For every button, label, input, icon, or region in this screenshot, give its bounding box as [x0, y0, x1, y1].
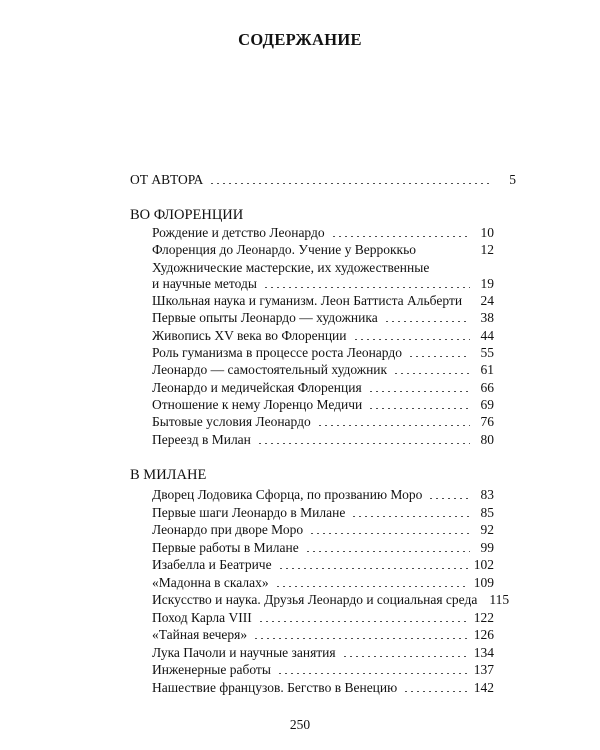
- toc-entry-page: 109: [473, 575, 494, 590]
- toc-entry-label: Живопись XV века во Флоренции: [152, 328, 347, 343]
- toc-entry-page: 38: [480, 310, 494, 325]
- toc-entry-preface[interactable]: [130, 172, 516, 188]
- toc-entry-label: Роль гуманизма в процессе роста Леонардо: [152, 345, 402, 360]
- toc-entry-label: Отношение к нему Лоренцо Медичи: [152, 397, 363, 412]
- toc-entry[interactable]: [152, 328, 494, 344]
- toc-entry-label: Нашествие французов. Бегство в Венецию: [152, 680, 398, 695]
- toc-entry-label: Бытовые условия Леонардо: [152, 414, 311, 429]
- toc-leader-dots: [305, 551, 470, 552]
- toc-entry-page: 83: [480, 487, 494, 502]
- toc-entry[interactable]: [152, 627, 494, 643]
- section-heading-florence: ВО ФЛОРЕНЦИИ: [130, 207, 244, 223]
- toc-entry[interactable]: [152, 225, 494, 241]
- toc-leader-dots: [309, 533, 470, 534]
- toc-entry-label: Первые работы в Милане: [152, 540, 299, 555]
- toc-entry-label: Дворец Лодовика Сфорца, по прозванию Моро: [152, 487, 423, 502]
- toc-entry-page: 99: [480, 540, 494, 555]
- toc-entry-label: Изабелла и Беатриче: [152, 557, 272, 572]
- page-title: СОДЕРЖАНИЕ: [238, 30, 362, 49]
- toc-entry-label: и научные методы: [152, 276, 257, 291]
- toc-leader-dots: [428, 498, 470, 499]
- toc-entry[interactable]: [152, 662, 494, 678]
- toc-entry[interactable]: [152, 310, 494, 326]
- toc-entry-label: Поход Карла VIII: [152, 610, 252, 625]
- toc-entry-label: Первые опыты Леонардо — художника: [152, 310, 378, 325]
- toc-entry-label: Рождение и детство Леонардо: [152, 225, 325, 240]
- toc-entry-page: 5: [509, 172, 516, 187]
- toc-leader-dots: [393, 373, 470, 374]
- toc-entry-page: 76: [480, 414, 494, 429]
- toc-entry[interactable]: [152, 242, 494, 258]
- toc-entry-page: 102: [473, 557, 494, 572]
- toc-entry[interactable]: [152, 345, 494, 361]
- toc-leader-dots: [275, 586, 468, 587]
- toc-entry-label: Леонардо и медичейская Флоренция: [152, 380, 362, 395]
- toc-leader-dots: [342, 656, 468, 657]
- toc-entry-page: 10: [480, 225, 494, 240]
- toc-entry[interactable]: [152, 505, 494, 521]
- toc-entry-page: 142: [473, 680, 494, 695]
- toc-entry-page: 66: [480, 380, 494, 395]
- toc-entry-page: 115: [489, 592, 510, 607]
- toc-leader-dots: [384, 321, 470, 322]
- toc-entry-page: 24: [480, 293, 494, 308]
- toc-leader-dots: [368, 408, 470, 409]
- toc-entry[interactable]: [152, 645, 494, 661]
- toc-leader-dots: [278, 568, 468, 569]
- toc-entry-label: Леонардо при дворе Моро: [152, 522, 304, 537]
- toc-leader-dots: [353, 339, 471, 340]
- toc-leader-dots: [253, 638, 468, 639]
- toc-entry-page: 92: [480, 522, 494, 537]
- toc-entry[interactable]: [152, 540, 494, 556]
- toc-leader-dots: [331, 236, 470, 237]
- toc-entry-page: 55: [480, 345, 494, 360]
- toc-leader-dots: [351, 516, 470, 517]
- toc-entry-label: Переезд в Милан: [152, 432, 251, 447]
- toc-entry-page: 69: [480, 397, 494, 412]
- toc-leader-dots: [277, 673, 468, 674]
- toc-entry-label: «Тайная вечеря»: [152, 627, 248, 642]
- toc-entry[interactable]: [152, 432, 494, 448]
- toc-leader-dots: [263, 287, 470, 288]
- toc-entry-page: 44: [480, 328, 494, 343]
- toc-entry[interactable]: [152, 380, 494, 396]
- toc-entry-page: 80: [480, 432, 494, 447]
- toc-entry-page: 134: [473, 645, 494, 660]
- toc-entry-label: ОТ АВТОРА: [130, 172, 204, 187]
- toc-entry-page: 12: [480, 242, 494, 257]
- toc-leader-dots: [258, 621, 468, 622]
- toc-entry-label: Леонардо — самостоятельный художник: [152, 362, 388, 377]
- toc-entry[interactable]: [152, 276, 494, 292]
- toc-entry-label: «Мадонна в скалах»: [152, 575, 269, 590]
- toc-entry-label: Первые шаги Леонардо в Милане: [152, 505, 346, 520]
- toc-entry[interactable]: [152, 557, 494, 573]
- toc-leader-dots: [403, 691, 468, 692]
- toc-entry-label: Флоренция до Леонардо. Учение у Верроккьо: [152, 242, 416, 257]
- toc-entry[interactable]: [152, 293, 494, 309]
- toc-entry-label-line1: Художнические мастерские, их художественные: [152, 260, 430, 275]
- toc-entry[interactable]: [152, 610, 494, 626]
- toc-leader-dots: [368, 391, 470, 392]
- toc-entry[interactable]: [152, 362, 494, 378]
- toc-entry[interactable]: [152, 592, 510, 608]
- toc-entry-page: 61: [480, 362, 494, 377]
- toc-entry[interactable]: [152, 522, 494, 538]
- section-heading-milan: В МИЛАНЕ: [130, 467, 207, 483]
- toc-leader-dots: [209, 183, 492, 184]
- toc-entry[interactable]: [152, 680, 494, 696]
- toc-leader-dots: [317, 425, 470, 426]
- toc-entry-label: Искусство и наука. Друзья Леонардо и социальная среда: [152, 592, 478, 607]
- page-number: 250: [289, 717, 311, 732]
- toc-entry-label: Инженерные работы: [152, 662, 271, 677]
- toc-entry[interactable]: [152, 487, 494, 503]
- toc-entry-label: Школьная наука и гуманизм. Леон Баттиста Альберти: [152, 293, 463, 308]
- toc-entry-page: 122: [473, 610, 494, 625]
- toc-entry-page: 85: [480, 505, 494, 520]
- toc-entry[interactable]: [152, 414, 494, 430]
- toc-leader-dots: [408, 356, 470, 357]
- toc-leader-dots: [468, 304, 470, 305]
- toc-entry-page: 126: [473, 627, 494, 642]
- toc-entry-page: 137: [473, 662, 494, 677]
- toc-entry-label: Лука Пачоли и научные занятия: [152, 645, 336, 660]
- toc-leader-dots: [257, 443, 470, 444]
- toc-entry-page: 19: [480, 276, 494, 291]
- toc-entry[interactable]: [152, 397, 494, 413]
- toc-entry[interactable]: [152, 575, 494, 591]
